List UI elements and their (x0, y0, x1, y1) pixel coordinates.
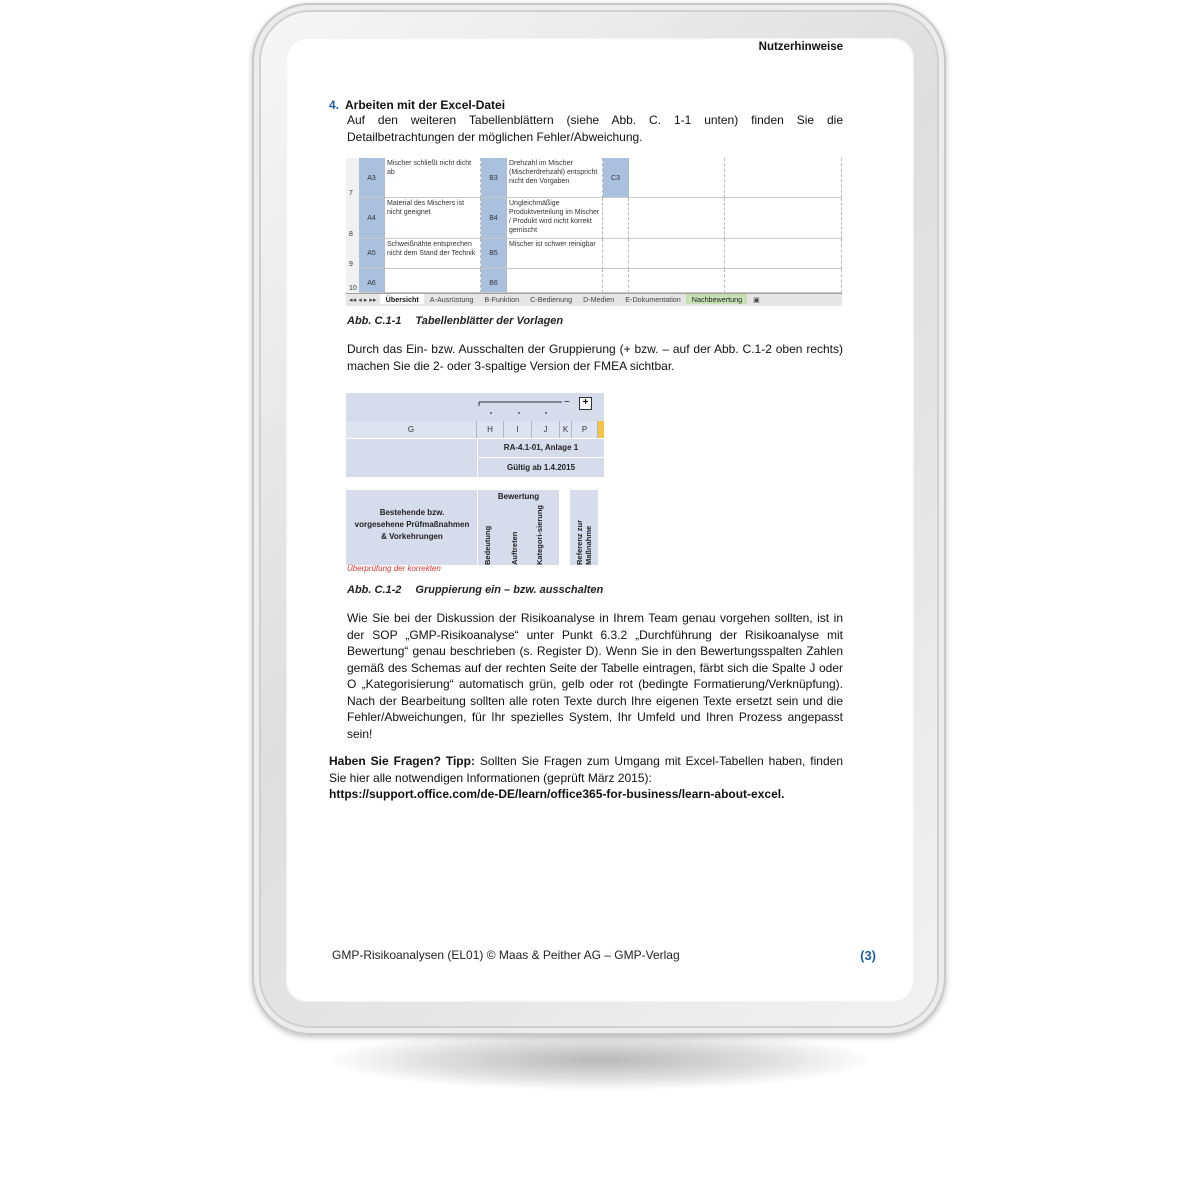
page-number: (3) (860, 948, 876, 963)
tab-dokumentation[interactable]: E-Dokumentation (625, 295, 681, 304)
cell-id[interactable]: A4 (359, 198, 385, 239)
caption-number: Abb. C.1-2 (347, 584, 402, 596)
caption-text: Tabellenblätter der Vorlagen (415, 315, 564, 327)
rating-group-cell[interactable]: Bewertung (478, 490, 559, 565)
sheet-tab-bar (346, 293, 842, 306)
measures-header-cell[interactable]: Bestehende bzw. vorgesehene Prüfmaßnahmen & Vorkehrungen (346, 490, 477, 565)
help-link[interactable]: https://support.office.com/de-DE/learn/office365-for-business/learn-about-excel. (329, 787, 785, 801)
vertical-header-bedeutung: Bedeutung (483, 525, 492, 565)
cell-text[interactable]: Material des Mischers ist nicht geeignet (385, 198, 481, 239)
section-heading (329, 98, 505, 112)
tip-label: Haben Sie Fragen? Tipp: (329, 754, 475, 768)
column-header-h[interactable]: H (477, 421, 504, 438)
vertical-header-referenz: Referenz zur Maßnahme (575, 519, 593, 565)
caption-number: Abb. C.1-1 (347, 315, 402, 327)
procedure-paragraph: Wie Sie bei der Diskussion der Risikoanalyse in Ihrem Team genau vorgehen sollten, ist in der SOP „GMP-Risikoanalyse“ unter Punkt 6.3.2 „Durchführung der Risikoanalyse mit Bewertung“ genau beschrieben (s. Register D). Wenn Sie in den Bewertungsspalten Zahlen gemäß des Schemas auf der rechten Seite der Tabelle eintragen, färbt sich die Spalte J oder O „Kategorisierung“ automatisch grün, gelb oder rot (bedingte Formatierung/Verknüpfung). Nach der Bearbeitung sollten alle roten Texte durch Ihre eigenen Texte ersetzt sein und die Fehler/Abweichungen, für Ihr spezielles System, Ihr Umfeld und Ihren Prozess angepasst sein! (347, 611, 843, 741)
vertical-header-kategorisierung: Kategori-sierung (535, 504, 544, 565)
tab-bedienung[interactable]: C-Bedienung (530, 295, 573, 304)
section-number: 4. (329, 98, 340, 112)
tab-nav-arrows-icon[interactable]: ◂◂ ◂ ▸ ▸▸ (349, 295, 377, 304)
tab-nachbewertung[interactable]: Nachbewertung (686, 294, 747, 304)
cell-empty[interactable] (725, 158, 842, 198)
cell-empty[interactable] (603, 198, 629, 239)
cell-id[interactable]: C3 (603, 158, 629, 198)
cell-id[interactable]: B5 (481, 239, 507, 269)
row-header: 7 (346, 158, 359, 198)
tab-medien[interactable]: D-Medien (583, 295, 615, 304)
page-footer: GMP-Risikoanalysen (EL01) © Maas & Peither AG – GMP-Verlag (332, 948, 680, 962)
collapse-group-button[interactable]: − (564, 397, 570, 408)
grouping-paragraph: Durch das Ein- bzw. Ausschalten der Gruppierung (+ bzw. – auf der Abb. C.1-2 oben rechts) machen Sie die 2- oder 3-spaltige Version der FMEA sichtbar. (347, 342, 843, 373)
validity-cell[interactable]: Gültig ab 1.4.2015 (478, 458, 604, 477)
cell-text[interactable]: Ungleichmäßige Produktverteilung im Mischer / Produkt wird nicht korrekt gemischt (507, 198, 603, 239)
cell-text[interactable]: Mischer ist schwer reinigbar (507, 239, 603, 269)
row-header: 10 (346, 269, 359, 293)
tab-uebersicht[interactable]: Übersicht (380, 294, 424, 304)
figure-caption (347, 315, 563, 327)
cell-id[interactable]: A6 (359, 269, 385, 293)
column-header-g[interactable]: G (346, 421, 477, 438)
red-placeholder-text[interactable]: Überprüfung der korrekten (347, 564, 441, 573)
column-header-i[interactable]: I (504, 421, 532, 438)
new-sheet-icon[interactable]: ▣ (753, 295, 760, 304)
cell-id[interactable]: A3 (359, 158, 385, 198)
vertical-header-auftreten: Auftreten (510, 531, 519, 565)
cell-empty[interactable] (629, 239, 725, 269)
page-header: Nutzerhinweise (758, 41, 843, 53)
cell-empty[interactable] (629, 158, 725, 198)
column-header-k[interactable]: K (560, 421, 572, 438)
cell-id[interactable]: A5 (359, 239, 385, 269)
grouping-figure (346, 393, 604, 573)
cell-id[interactable]: B6 (481, 269, 507, 293)
tip-text: Sollten Sie Fragen zum Umgang mit Excel-Tabellen haben, finden Sie hier alle notwendigen Informationen (geprüft März 2015): (329, 754, 843, 785)
cell-empty[interactable] (725, 198, 842, 239)
doc-ref-cell[interactable]: RA-4.1-01, Anlage 1 (478, 439, 604, 457)
cell-text[interactable] (507, 269, 603, 293)
cell-text[interactable]: Drehzahl im Mischer (Mischerdrehzahl) entspricht nicht den Vorgaben (507, 158, 603, 198)
document-page (286, 38, 914, 1002)
cell-id[interactable]: B4 (481, 198, 507, 239)
cell-empty[interactable] (629, 198, 725, 239)
cell-empty[interactable] (603, 269, 629, 293)
column-header-j[interactable]: J (532, 421, 560, 438)
cell-text[interactable]: Schweißnähte entsprechen nicht dem Stand der Technik (385, 239, 481, 269)
cell-id[interactable]: B3 (481, 158, 507, 198)
worksheet-figure (346, 158, 842, 310)
cell-empty[interactable] (629, 269, 725, 293)
expand-group-button[interactable]: + (579, 397, 592, 410)
cell-empty[interactable] (725, 269, 842, 293)
section-title: Arbeiten mit der Excel-Datei (345, 98, 506, 112)
tablet-screen (286, 38, 914, 1002)
intro-paragraph: Auf den weiteren Tabellenblättern (siehe Abb. C. 1-1 unten) finden Sie die Detailbetrachtungen der möglichen Fehler/Abweichung. (347, 113, 843, 144)
cell-empty[interactable] (725, 239, 842, 269)
active-column-marker (598, 421, 604, 438)
tab-ausruestung[interactable]: A-Ausrüstung (429, 295, 474, 304)
row-header: 9 (346, 239, 359, 269)
tab-funktion[interactable]: B-Funktion (484, 295, 520, 304)
title-area-left (346, 439, 477, 477)
caption-text: Gruppierung ein – bzw. ausschalten (415, 584, 604, 596)
cell-text[interactable] (385, 269, 481, 293)
figure-caption (347, 584, 603, 596)
tablet-shadow (330, 1030, 870, 1090)
cell-empty[interactable] (603, 239, 629, 269)
column-header-p[interactable]: P (572, 421, 598, 438)
row-header: 8 (346, 198, 359, 239)
tip-paragraph (329, 753, 843, 803)
cell-text[interactable]: Mischer schließt nicht dicht ab (385, 158, 481, 198)
